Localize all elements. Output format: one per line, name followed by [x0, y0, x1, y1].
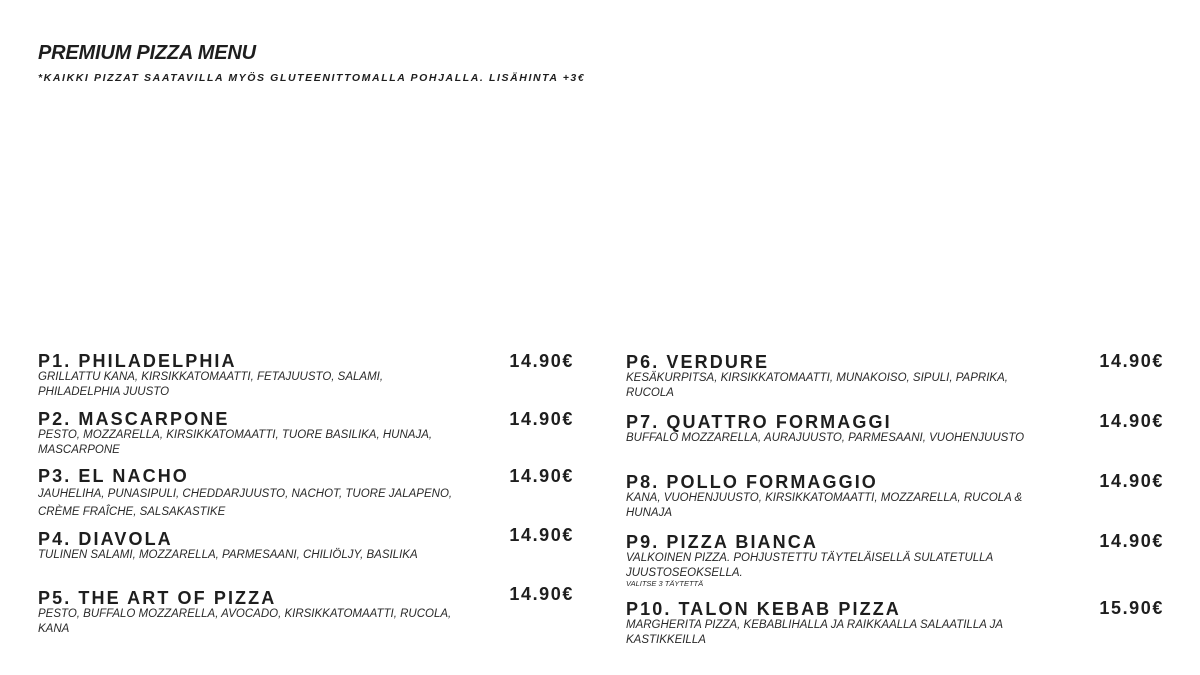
item-name: P7. QUATTRO FORMAGGI — [626, 412, 892, 432]
item-description: TULINEN SALAMI, MOZZARELLA, PARMESAANI, CHILIÖLJY, BASILIKA — [38, 549, 418, 561]
item-name: P6. VERDURE — [626, 352, 770, 372]
item-description: MARGHERITA PIZZA, KEBABLIHALLA JA RAIKKAALLA SALAATILLA JA KASTIKKEILLA — [626, 619, 1003, 646]
item-price: 14.90€ — [509, 584, 574, 604]
item-description: PESTO, MOZZARELLA, KIRSIKKATOMAATTI, TUORE BASILIKA, HUNAJA, MASCARPONE — [38, 429, 433, 456]
item-name: P1. PHILADELPHIA — [38, 351, 237, 371]
item-description: PESTO, BUFFALO MOZZARELLA, AVOCADO, KIRSIKKATOMAATTI, RUCOLA, KANA — [38, 608, 452, 635]
item-name: P9. PIZZA BIANCA — [626, 532, 818, 552]
item-price: 14.90€ — [509, 466, 574, 486]
item-price: 14.90€ — [509, 351, 574, 371]
item-name: P2. MASCARPONE — [38, 409, 230, 429]
item-price: 14.90€ — [1099, 471, 1164, 491]
item-name: P3. EL NACHO — [38, 466, 189, 486]
item-name: P5. THE ART OF PIZZA — [38, 588, 277, 608]
item-description: GRILLATTU KANA, KIRSIKKATOMAATTI, FETAJUUSTO, SALAMI, PHILADELPHIA JUUSTO — [38, 371, 384, 398]
item-description: JAUHELIHA, PUNASIPULI, CHEDDARJUUSTO, NACHOT, TUORE JALAPENO, CRÈME FRAÎCHE, SALSAKASTIKE — [38, 488, 453, 518]
item-name: P10. TALON KEBAB PIZZA — [626, 599, 901, 619]
item-description: KANA, VUOHENJUUSTO, KIRSIKKATOMAATTI, MOZZARELLA, RUCOLA & HUNAJA — [626, 492, 1023, 519]
item-price: 14.90€ — [1099, 411, 1164, 431]
item-description: KESÄKURPITSA, KIRSIKKATOMAATTI, MUNAKOISO, SIPULI, PAPRIKA, RUCOLA — [626, 372, 1008, 399]
item-price: 14.90€ — [1099, 531, 1164, 551]
menu-title: PREMIUM PIZZA MENU — [38, 42, 256, 64]
item-price: 14.90€ — [1099, 351, 1164, 371]
gluten-free-note: *KAIKKI PIZZAT SAATAVILLA MYÖS GLUTEENITTOMALLA POHJALLA. LISÄHINTA +3€ — [38, 72, 586, 84]
item-price: 14.90€ — [509, 525, 574, 545]
item-price: 15.90€ — [1099, 598, 1164, 618]
item-price: 14.90€ — [509, 409, 574, 429]
item-name: P8. POLLO FORMAGGIO — [626, 472, 878, 492]
item-description: BUFFALO MOZZARELLA, AURAJUUSTO, PARMESAANI, VUOHENJUUSTO — [626, 432, 1025, 444]
item-description: VALKOINEN PIZZA. POHJUSTETTU TÄYTELÄISELLÄ SULATETULLA JUUSTOSEOKSELLA. — [626, 552, 993, 579]
item-name: P4. DIAVOLA — [38, 529, 173, 549]
item-note: VALITSE 3 TÄYTETTÄ — [626, 579, 704, 588]
